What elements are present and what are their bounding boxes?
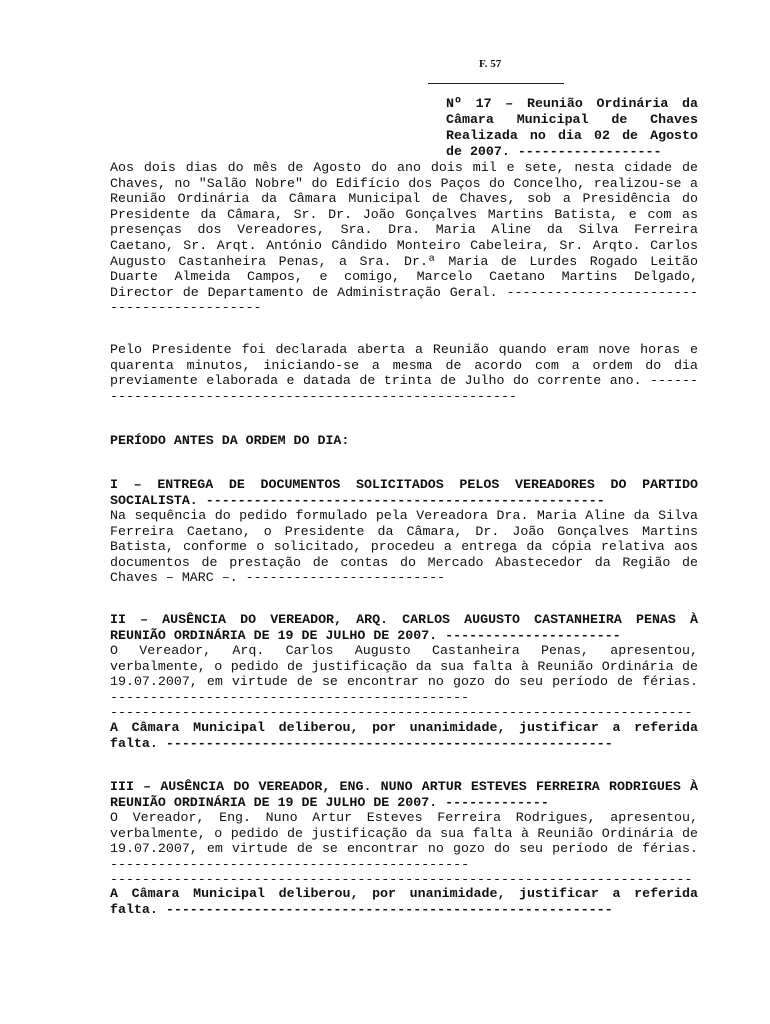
folio-rule xyxy=(428,83,564,84)
intro-paragraph: Aos dois dias do mês de Agosto do ano dois mil e sete, nesta cidade de Chaves, no "Salão Nobre" do Edifício dos Paços do Concelho, realizou-se a Reunião Ordinária da Câmara Municipal de Chaves, sob a Presidência do Presidente da Câmara, Sr. Dr. João Gonçalves Martins Batista, e com as presenças dos Vereadores, Sra. Dra. Maria Aline da Silva Ferreira Caetano, Sr. Arqt. António Cândido Monteiro Cabeleira, Sr. Arqto. Carlos Augusto Castanheira Penas, a Sra. Dr.ª Maria de Lurdes Rogado Leitão Duarte Almeida Campos, e comigo, Marcelo Caetano Martins Delgado, Director de Departamento de Administração Geral. ------------------------------------------- xyxy=(110,160,698,316)
section3-filler-line: ------------------------------------------------------------------------- xyxy=(110,872,693,887)
section2-decision: A Câmara Municipal deliberou, por unanimidade, justificar a referida falta. -------------------------------------------------------- xyxy=(110,720,698,751)
section3-title: III – AUSÊNCIA DO VEREADOR, ENG. NUNO ARTUR ESTEVES FERREIRA RODRIGUES À REUNIÃO ORDINÁRIA DE 19 DE JULHO DE 2007. ------------- xyxy=(110,779,698,810)
section1-body: Na sequência do pedido formulado pela Vereadora Dra. Maria Aline da Silva Ferreira Caetano, o Presidente da Câmara, Dr. João Gonçalves Martins Batista, conforme o solicitado, procedeu a entrega da cópia relativa aos documentos de prestação de contas do Mercado Abastecedor da Região de Chaves – MARC –. ------------------------- xyxy=(110,508,698,586)
minutes-heading: Nº 17 – Reunião Ordinária da Câmara Municipal de Chaves Realizada no dia 02 de Agosto de 2007. ------------------ xyxy=(446,96,698,159)
opening-paragraph: Pelo Presidente foi declarada aberta a Reunião quando eram nove horas e quarenta minutos, iniciando-se a mesma de acordo com a ordem do dia previamente elaborada e datada de trinta de Julho do corrente ano. --------------------------------------------------------- xyxy=(110,342,698,404)
section2-body: O Vereador, Arq. Carlos Augusto Castanheira Penas, apresentou, verbalmente, o pedido de justificação da sua falta à Reunião Ordinária de 19.07.2007, em virtude de se encontrar no gozo do seu período de férias. --------------------------------------------- xyxy=(110,643,698,705)
folio-number: F. 57 xyxy=(479,58,502,70)
period-title: PERÍODO ANTES DA ORDEM DO DIA: xyxy=(110,433,350,448)
section3-body: O Vereador, Eng. Nuno Artur Esteves Ferreira Rodrigues, apresentou, verbalmente, o pedido de justificação da sua falta à Reunião Ordinária de 19.07.2007, em virtude de se encontrar no gozo do seu período de férias. --------------------------------------------- xyxy=(110,810,698,872)
section1-title: I – ENTREGA DE DOCUMENTOS SOLICITADOS PELOS VEREADORES DO PARTIDO SOCIALISTA. -------------------------------------------------- xyxy=(110,477,698,508)
section2-title: II – AUSÊNCIA DO VEREADOR, ARQ. CARLOS AUGUSTO CASTANHEIRA PENAS À REUNIÃO ORDINÁRIA DE 19 DE JULHO DE 2007. ---------------------- xyxy=(110,612,698,643)
section2-filler-line: ------------------------------------------------------------------------- xyxy=(110,705,693,720)
section3-decision: A Câmara Municipal deliberou, por unanimidade, justificar a referida falta. -------------------------------------------------------- xyxy=(110,886,698,917)
